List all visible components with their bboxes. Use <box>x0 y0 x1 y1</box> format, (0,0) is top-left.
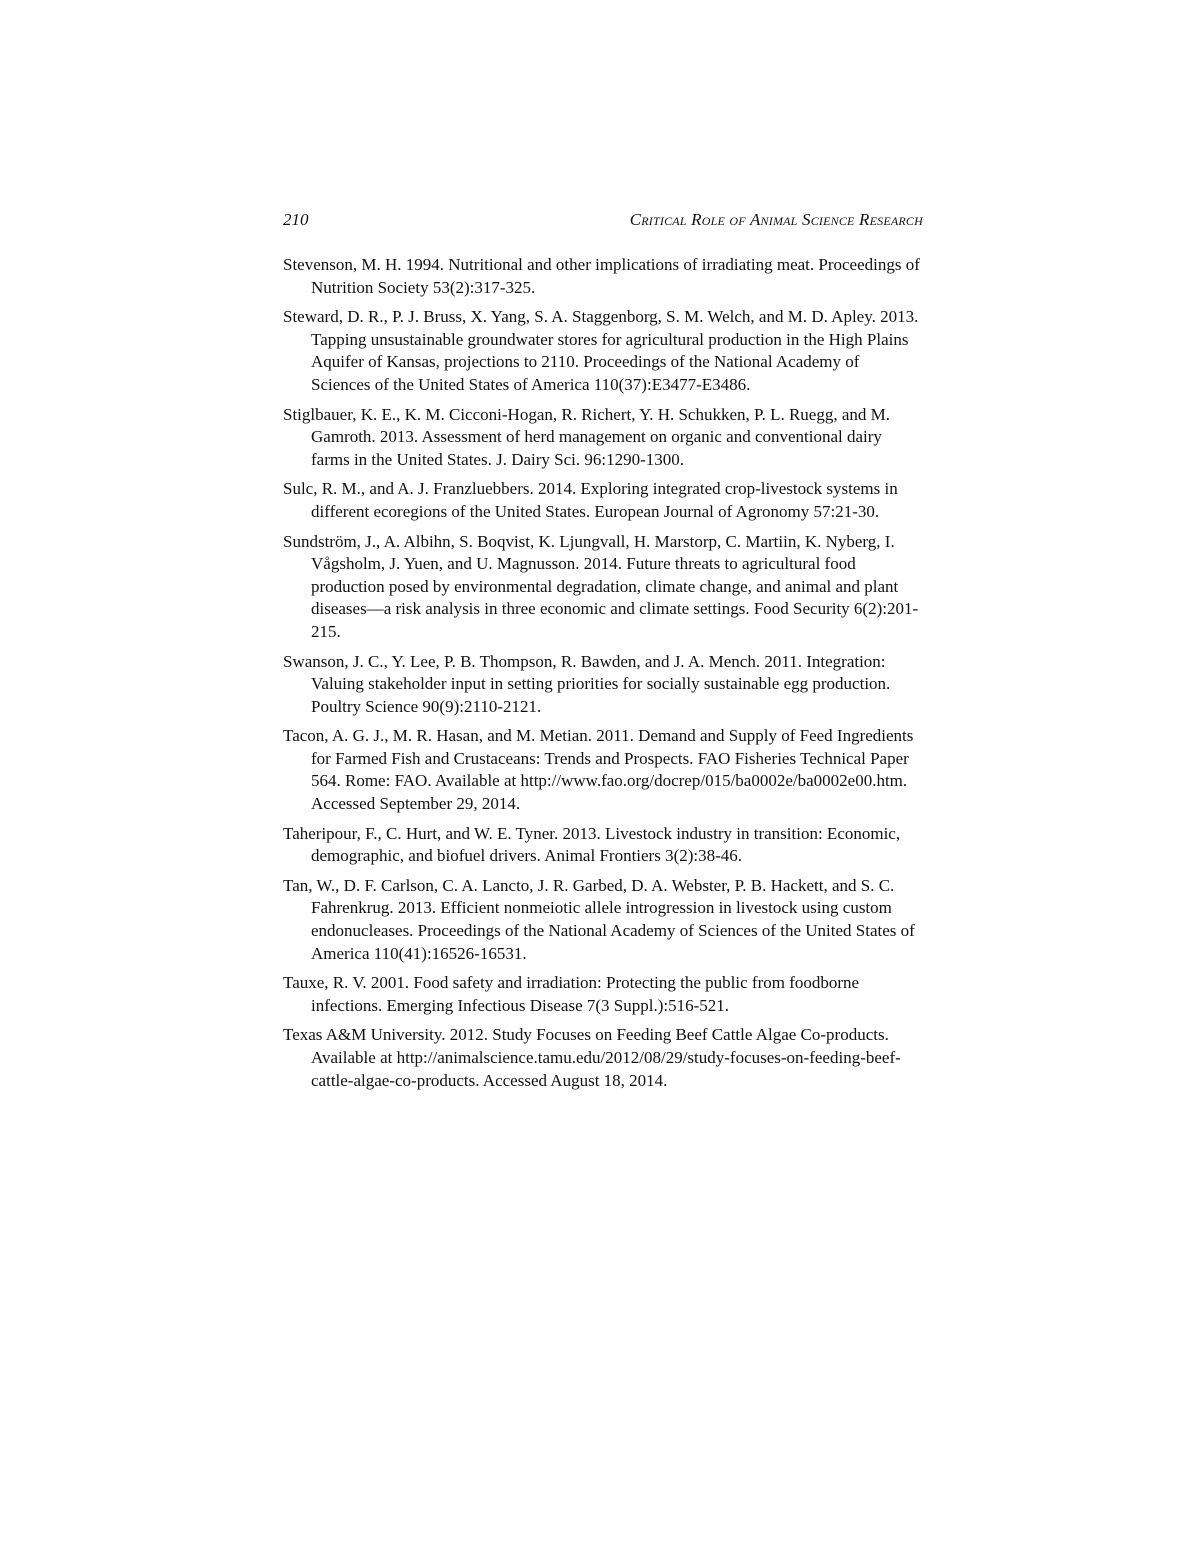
references-list <box>283 254 923 1092</box>
reference-item: Sulc, R. M., and A. J. Franzluebbers. 2014. Exploring integrated crop-livestock systems in different ecoregions of the United States. European Journal of Agronomy 57:21-30. <box>283 479 898 521</box>
reference-item: Steward, D. R., P. J. Bruss, X. Yang, S. A. Staggenborg, S. M. Welch, and M. D. Apley. 2013. Tapping unsustainable groundwater stores for agricultural production in the High Plains Aquifer of Kansas, projections to 2110. Proceedings of the National Academy of Sciences of the United States of America 110(37):E3477-E3486. <box>283 307 919 394</box>
page-number: 210 <box>283 210 309 229</box>
reference-item: Stevenson, M. H. 1994. Nutritional and other implications of irradiating meat. Proceedings of Nutrition Society 53(2):317-325. <box>283 255 920 297</box>
running-header <box>283 210 923 230</box>
running-title: Critical Role of Animal Science Research <box>629 210 923 229</box>
page-content <box>283 210 923 1099</box>
reference-item: Swanson, J. C., Y. Lee, P. B. Thompson, R. Bawden, and J. A. Mench. 2011. Integration: Valuing stakeholder input in setting priorities for socially sustainable egg production. Poultry Science 90(9):2110-2121. <box>283 651 891 716</box>
reference-item: Sundström, J., A. Albihn, S. Boqvist, K. Ljungvall, H. Marstorp, C. Martiin, K. Nyberg, I. Vågsholm, J. Yuen, and U. Magnusson. 2014. Future threats to agricultural food production posed by environmental degradation, climate change, and animal and plant diseases—a risk analysis in three economic and climate settings. Food Security 6(2):201-215. <box>283 531 919 641</box>
reference-item: Texas A&M University. 2012. Study Focuses on Feeding Beef Cattle Algae Co-products. Available at http://animalscience.tamu.edu/2012/08/29/study-focuses-on-feeding-beef-cattle-algae-co-products. Accessed August 18, 2014. <box>283 1025 901 1090</box>
reference-item: Taheripour, F., C. Hurt, and W. E. Tyner. 2013. Livestock industry in transition: Economic, demographic, and biofuel drivers. Animal Frontiers 3(2):38-46. <box>283 823 901 866</box>
reference-item: Stiglbauer, K. E., K. M. Cicconi-Hogan, R. Richert, Y. H. Schukken, P. L. Ruegg, and M. Gamroth. 2013. Assessment of herd management on organic and conventional dairy farms in the United States. J. Dairy Sci. 96:1290-1300. <box>283 404 891 469</box>
reference-item: Tacon, A. G. J., M. R. Hasan, and M. Metian. 2011. Demand and Supply of Feed Ingredients for Farmed Fish and Crustaceans: Trends and Prospects. FAO Fisheries Technical Paper 564. Rome: FAO. Available at http://www.fao.org/docrep/015/ba0002e/ba0002e00.htm. Accessed September 29, 2014. <box>283 726 914 814</box>
reference-item: Tauxe, R. V. 2001. Food safety and irradiation: Protecting the public from foodborne infections. Emerging Infectious Disease 7(3 Suppl.):516-521. <box>283 973 860 1015</box>
reference-item: Tan, W., D. F. Carlson, C. A. Lancto, J. R. Garbed, D. A. Webster, P. B. Hackett, and S. C. Fahrenkrug. 2013. Efficient nonmeiotic allele introgression in livestock using custom endonucleases. Proceedings of the National Academy of Sciences of the United States of America 110(41):16526-16531. <box>283 875 915 963</box>
